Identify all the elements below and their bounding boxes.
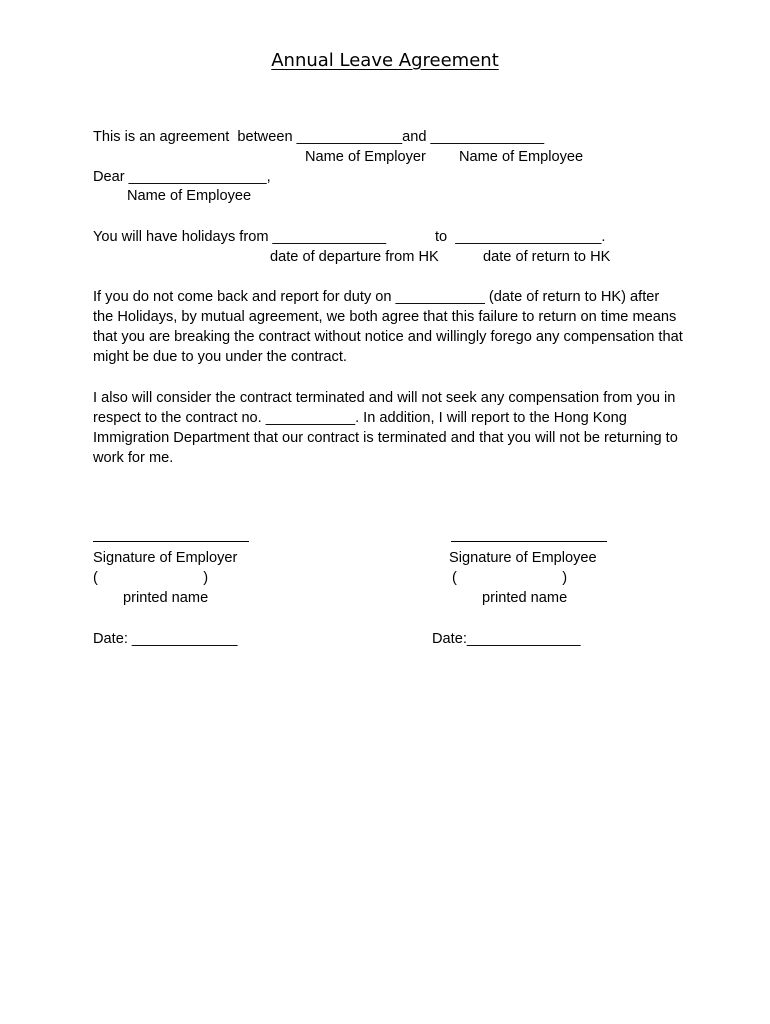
paragraph-contract-terminated: I also will consider the contract terminated and will not seek any compensation from you in respect to the contract no. ___________. In addition, I will report to the Hong Kong Immigration Department that our contract is terminated and that you will not be returning to work for me. [93, 390, 678, 466]
dear-line: Dear _________________, [93, 169, 271, 185]
employer-signature-label: Signature of Employer [93, 550, 238, 566]
agreement-intro: This is an agreement between _____________and ______________ [93, 129, 545, 145]
holidays-to: to __________________. [435, 229, 606, 245]
employee-date: Date:______________ [432, 631, 581, 647]
dear-caption: Name of Employee [127, 188, 252, 204]
employee-caption: Name of Employee [459, 149, 584, 165]
employer-date: Date: _____________ [93, 631, 238, 647]
paragraph-failure-to-return: If you do not come back and report for duty on ___________ (date of return to HK) after the Holidays, by mutual agreement, we both agree that this failure to return on time means that you are breaking the contract without notice and willingly forego any compensation that might be due to you under the contract. [93, 289, 683, 365]
employee-printed-name-brackets: ( ) [452, 570, 568, 586]
employer-printed-name-brackets: ( ) [93, 570, 209, 586]
holidays-from: You will have holidays from ______________ [93, 229, 387, 245]
departure-caption: date of departure from HK [270, 249, 439, 265]
employee-signature-line [451, 541, 607, 542]
employer-printed-name-caption: printed name [123, 590, 209, 606]
document-title: Annual Leave Agreement [271, 50, 499, 71]
employer-caption: Name of Employer [305, 149, 426, 165]
employee-printed-name-caption: printed name [482, 590, 568, 606]
return-caption: date of return to HK [483, 249, 611, 265]
employer-signature-line [93, 541, 249, 542]
employee-signature-label: Signature of Employee [449, 550, 597, 566]
